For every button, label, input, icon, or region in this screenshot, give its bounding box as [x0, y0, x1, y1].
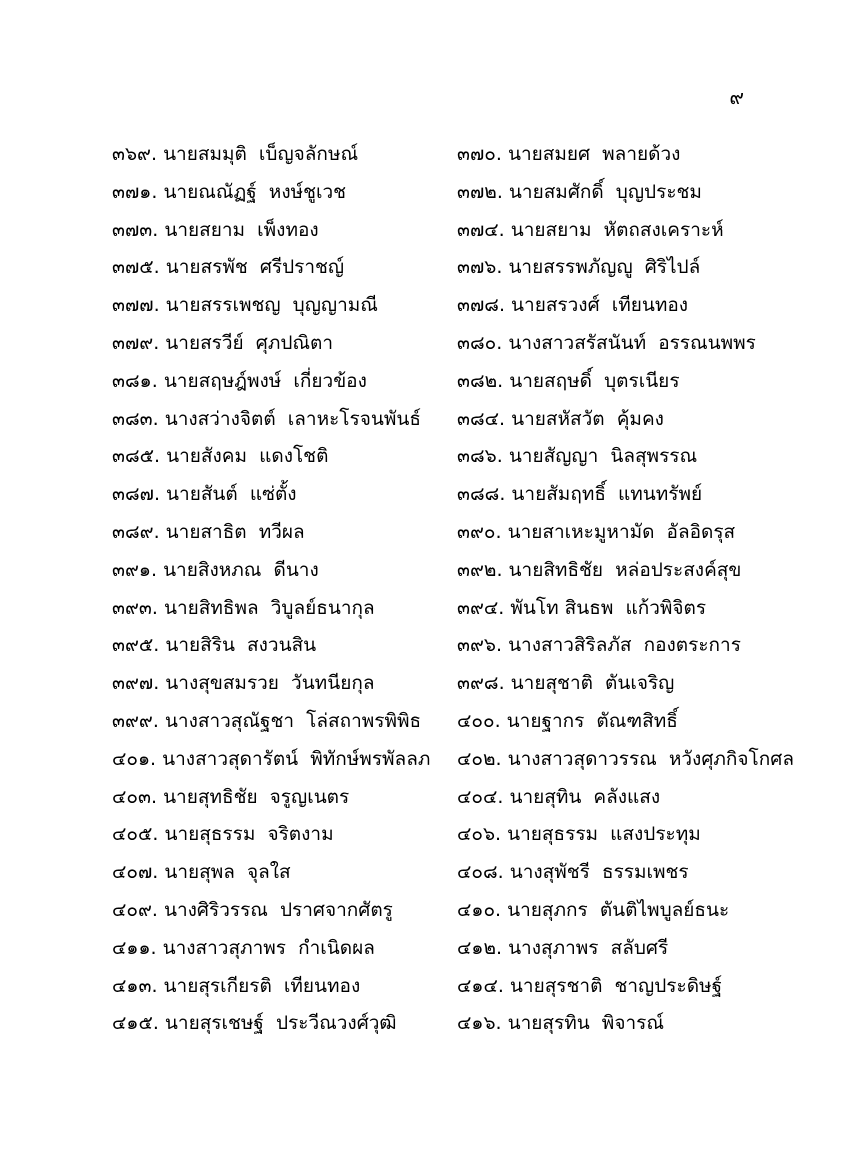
name-entry-left: ๔๑๑. นางสาวสุภาพร กำเนิดผล: [112, 936, 375, 959]
list-item: [0, 212, 846, 250]
entry-number: ๓๘๑: [112, 369, 152, 392]
list-item: [0, 363, 846, 401]
entry-name: นายสุธรรม แสงประทุม: [507, 823, 701, 846]
entry-name: นายสังคม แดงโชติ: [166, 445, 329, 468]
entry-name: นางสุขสมรวย วันทนียกุล: [165, 672, 375, 695]
entry-name: นายสรรเพชญ บุญญามณี: [165, 294, 378, 317]
entry-number: ๓๙๕: [112, 634, 154, 657]
list-item: [0, 590, 846, 628]
entry-name: นางสาวสุภาพร กำเนิดผล: [162, 936, 375, 959]
list-item: [0, 401, 846, 439]
list-item: [0, 779, 846, 817]
name-entry-left: ๓๖๙. นายสมมุติ เบ็ญจลักษณ์: [112, 143, 359, 165]
name-list: [0, 136, 846, 1043]
list-item: [0, 174, 846, 212]
name-entry-right: ๔๐๘. นางสุพัชรี ธรรมเพชร: [457, 861, 689, 884]
entry-number: ๓๘๓: [112, 407, 153, 430]
list-item: [0, 816, 846, 854]
list-item: [0, 249, 846, 287]
entry-name: นายสันต์ แซ่ตั้ง: [166, 483, 297, 506]
name-entry-left: ๓๗๕. นายสรพัช ศรีปราชญ์: [112, 256, 345, 279]
name-entry-left: ๓๙๙. นางสาวสุณัฐชา โล่สถาพรพิพิธ: [112, 709, 422, 732]
entry-name: นายสุภกร ตันติไพบูลย์ธนะ: [507, 898, 730, 921]
list-item: [0, 1005, 846, 1043]
name-entry-right: ๔๑๒. นางสุภาพร สลับศรี: [457, 936, 669, 959]
name-entry-left: ๓๗๙. นายสรวีย์ ศุภปณิตา: [112, 331, 334, 354]
entry-number: ๔๑๐: [457, 898, 496, 921]
entry-name: นายสุธรรม จริตงาม: [164, 823, 334, 846]
entry-name: นายสุรเชษฐ์ ประวีณวงศ์วุฒิ: [164, 1012, 397, 1035]
name-entry-left: ๓๗๑. นายณณัฏฐ์ หงษ์ชูเวช: [112, 180, 347, 203]
entry-number: ๓๙๖: [457, 634, 496, 657]
list-item: [0, 854, 846, 892]
entry-number: ๓๗๘: [457, 294, 499, 317]
name-entry-right: ๓๙๘. นายสุชาติ ตันเจริญ: [457, 672, 675, 695]
entry-name: นางสุภาพร สลับศรี: [508, 936, 669, 959]
entry-number: ๓๗๒: [457, 180, 497, 203]
name-entry-left: ๔๐๕. นายสุธรรม จริตงาม: [112, 823, 334, 846]
list-item: [0, 741, 846, 779]
name-entry-right: ๓๘๔. นายสหัสวัต คุ้มคง: [457, 407, 664, 430]
name-entry-right: ๔๐๐. นายฐากร ตัณฑสิทธิ์: [457, 709, 678, 732]
name-entry-right: ๓๗๐. นายสมยศ พลายด้วง: [457, 143, 681, 165]
entry-number: ๓๖๙: [112, 143, 151, 165]
entry-name: นายสรวงศ์ เทียนทอง: [511, 294, 689, 317]
entry-name: นายสมยศ พลายด้วง: [507, 143, 681, 165]
name-entry-right: ๓๗๖. นายสรรพภัญญู ศิริไปล์: [457, 256, 701, 279]
entry-name: นายสมมุติ เบ็ญจลักษณ์: [163, 143, 359, 165]
name-entry-left: ๓๙๗. นางสุขสมรวย วันทนียกุล: [112, 672, 375, 695]
name-entry-right: ๔๐๔. นายสุทิน คลังแสง: [457, 785, 661, 808]
entry-name: นายสุรทิน พิจารณ์: [507, 1012, 664, 1035]
list-item: [0, 287, 846, 325]
entry-number: ๓๙๑: [112, 558, 151, 581]
entry-number: ๔๐๕: [112, 823, 153, 846]
entry-name: นายสุพล จุลใส: [164, 861, 291, 884]
entry-name: นางสว่างจิตต์ เลาหะโรจนพันธ์: [164, 407, 421, 430]
name-entry-right: ๔๑๔. นายสุรชาติ ชาญประดิษฐ์: [457, 974, 723, 997]
list-item: [0, 968, 846, 1006]
entry-name: นายสยาม หัตถสงเคราะห์: [510, 218, 724, 241]
entry-number: ๓๙๗: [112, 672, 154, 695]
name-entry-left: ๓๙๓. นายสิทธิพล วิบูลย์ธนากุล: [112, 596, 375, 619]
name-entry-right: ๓๘๘. นายสัมฤทธิ์ แทนทรัพย์: [457, 483, 703, 506]
entry-number: ๔๑๑: [112, 936, 151, 959]
name-entry-right: ๓๙๒. นายสิทธิชัย หล่อประสงค์สุข: [457, 558, 742, 581]
name-entry-left: ๓๙๕. นายสิริน สงวนสิน: [112, 634, 317, 657]
entry-name: นายณณัฏฐ์ หงษ์ชูเวช: [163, 180, 347, 203]
name-entry-right: ๓๘๖. นายสัญญา นิลสุพรรณ: [457, 445, 698, 468]
entry-name: นายสุรชาติ ชาญประดิษฐ์: [509, 974, 723, 997]
entry-name: นายสฤษดิ์ บุตรเนียร: [509, 369, 680, 392]
entry-number: ๔๑๔: [457, 974, 498, 997]
entry-number: ๔๐๖: [457, 823, 496, 846]
name-entry-left: ๓๘๕. นายสังคม แดงโชติ: [112, 445, 329, 468]
entry-number: ๔๐๑: [112, 747, 151, 770]
entry-number: ๔๐๓: [112, 785, 151, 808]
entry-number: ๔๑๕: [112, 1012, 153, 1035]
entry-number: ๔๐๔: [457, 785, 498, 808]
entry-name: นายสิทธิชัย หล่อประสงค์สุข: [508, 558, 742, 581]
entry-name: นางสาวสิริลภัส กองตระการ: [508, 634, 741, 657]
list-item: [0, 552, 846, 590]
entry-number: ๓๙๓: [112, 596, 152, 619]
name-entry-left: ๓๘๗. นายสันต์ แซ่ตั้ง: [112, 483, 297, 506]
entry-number: ๓๗๖: [457, 256, 497, 279]
name-entry-left: ๓๙๑. นายสิงหภณ ดีนาง: [112, 558, 319, 581]
list-item: [0, 627, 846, 665]
entry-name: นายสมศักดิ์ บุญประชม: [508, 180, 702, 203]
entry-number: ๔๐๐: [457, 709, 495, 732]
name-entry-right: ๓๗๘. นายสรวงศ์ เทียนทอง: [457, 294, 689, 317]
entry-name: นายสรวีย์ ศุภปณิตา: [165, 331, 334, 354]
entry-name: นายสุรเกียรติ เทียนทอง: [163, 974, 361, 997]
list-item: [0, 703, 846, 741]
entry-number: ๔๐๗: [112, 861, 153, 884]
entry-name: นายสุทธิชัย จรูญเนตร: [163, 785, 350, 808]
entry-number: ๓๘๙: [112, 520, 154, 543]
entry-number: ๔๐๒: [457, 747, 496, 770]
name-entry-left: ๔๑๓. นายสุรเกียรติ เทียนทอง: [112, 974, 361, 997]
name-entry-left: ๓๗๗. นายสรรเพชญ บุญญามณี: [112, 294, 378, 317]
name-entry-right: ๔๐๒. นางสาวสุดาวรรณ หวังศุภกิจโกศล: [457, 747, 794, 770]
name-entry-right: ๔๑๐. นายสุภกร ตันติไพบูลย์ธนะ: [457, 898, 730, 921]
entry-number: ๓๙๔: [457, 596, 499, 619]
name-entry-right: ๔๑๖. นายสุรทิน พิจารณ์: [457, 1012, 664, 1035]
name-entry-left: ๔๑๕. นายสุรเชษฐ์ ประวีณวงศ์วุฒิ: [112, 1012, 397, 1035]
entry-name: นางสาวสุดารัตน์ พิทักษ์พรพัลลภ: [162, 747, 431, 770]
name-entry-left: ๔๐๙. นางศิริวรรณ ปราศจากศัตรู: [112, 898, 393, 921]
entry-name: นายสุทิน คลังแสง: [509, 785, 661, 808]
name-entry-right: ๓๘๒. นายสฤษดิ์ บุตรเนียร: [457, 369, 680, 392]
entry-number: ๓๗๓: [112, 218, 153, 241]
entry-number: ๔๐๙: [112, 898, 152, 921]
entry-name: นายสาธิต ทวีผล: [165, 520, 305, 543]
name-entry-left: ๔๐๑. นางสาวสุดารัตน์ พิทักษ์พรพัลลภ: [112, 747, 431, 770]
entry-number: ๓๘๕: [112, 445, 155, 468]
name-entry-right: ๓๗๔. นายสยาม หัตถสงเคราะห์: [457, 218, 724, 241]
entry-number: ๓๗๑: [112, 180, 152, 203]
list-item: [0, 136, 846, 174]
name-entry-left: ๔๐๓. นายสุทธิชัย จรูญเนตร: [112, 785, 350, 808]
entry-number: ๓๘๖: [457, 445, 497, 468]
name-entry-right: ๔๐๖. นายสุธรรม แสงประทุม: [457, 823, 701, 846]
entry-name: นายสฤษฎ์พงษ์ เกี่ยวข้อง: [163, 369, 367, 392]
entry-number: ๓๗๐: [457, 143, 496, 165]
entry-name: นางสาวสุณัฐชา โล่สถาพรพิพิธ: [164, 709, 422, 732]
entry-number: ๓๙๙: [112, 709, 153, 732]
entry-name: นายสหัสวัต คุ้มคง: [511, 407, 664, 430]
entry-name: นายสัมฤทธิ์ แทนทรัพย์: [511, 483, 703, 506]
name-entry-right: ๓๗๒. นายสมศักดิ์ บุญประชม: [457, 180, 702, 203]
list-item: [0, 514, 846, 552]
list-item: [0, 665, 846, 703]
name-entry-left: ๓๘๙. นายสาธิต ทวีผล: [112, 520, 305, 543]
entry-name: นายสิริน สงวนสิน: [165, 634, 317, 657]
entry-number: ๓๙๘: [457, 672, 499, 695]
entry-name: นายสาเหะมูหามัด อัลอิดรุส: [507, 520, 736, 543]
name-entry-left: ๓๘๑. นายสฤษฎ์พงษ์ เกี่ยวข้อง: [112, 369, 367, 392]
entry-name: นายสรรพภัญญู ศิริไปล์: [508, 256, 701, 279]
entry-number: ๓๙๐: [457, 520, 496, 543]
entry-number: ๔๐๘: [457, 861, 498, 884]
entry-name: นายสุชาติ ตันเจริญ: [510, 672, 675, 695]
entry-name: นายสิงหภณ ดีนาง: [163, 558, 319, 581]
list-item: [0, 930, 846, 968]
entry-name: นางศิริวรรณ ปราศจากศัตรู: [164, 898, 393, 921]
entry-number: ๓๗๕: [112, 256, 154, 279]
entry-name: นายฐากร ตัณฑสิทธิ์: [506, 709, 678, 732]
name-entry-left: ๓๗๓. นายสยาม เพ็งทอง: [112, 218, 319, 241]
entry-number: ๓๘๘: [457, 483, 500, 506]
entry-number: ๓๗๔: [457, 218, 499, 241]
entry-name: นางสาวสุดาวรรณ หวังศุภกิจโกศล: [507, 747, 794, 770]
entry-name: พันโท สินธพ แก้วพิจิตร: [510, 596, 707, 619]
list-item: [0, 325, 846, 363]
name-entry-left: ๔๐๗. นายสุพล จุลใส: [112, 861, 291, 884]
list-item: [0, 892, 846, 930]
list-item: [0, 438, 846, 476]
entry-name: นางสุพัชรี ธรรมเพชร: [509, 861, 689, 884]
name-entry-left: ๓๘๓. นางสว่างจิตต์ เลาหะโรจนพันธ์: [112, 407, 421, 430]
entry-number: ๔๑๒: [457, 936, 496, 959]
entry-number: ๓๘๒: [457, 369, 498, 392]
entry-number: ๓๘๐: [457, 331, 497, 354]
entry-number: ๔๑๖: [457, 1012, 496, 1035]
entry-number: ๓๗๙: [112, 331, 154, 354]
entry-number: ๓๘๗: [112, 483, 154, 506]
list-item: [0, 476, 846, 514]
entry-name: นายสรพัช ศรีปราชญ์: [165, 256, 345, 279]
entry-number: ๓๘๔: [457, 407, 500, 430]
name-entry-right: ๓๙๖. นางสาวสิริลภัส กองตระการ: [457, 634, 741, 657]
page-number: ๙: [729, 85, 744, 109]
name-entry-right: ๓๙๐. นายสาเหะมูหามัด อัลอิดรุส: [457, 520, 736, 543]
entry-name: นางสาวสรัสนันท์ อรรณนพพร: [508, 331, 756, 354]
entry-number: ๓๙๒: [457, 558, 497, 581]
entry-name: นายสยาม เพ็งทอง: [164, 218, 319, 241]
entry-number: ๔๑๓: [112, 974, 152, 997]
entry-number: ๓๗๗: [112, 294, 154, 317]
name-entry-right: ๓๘๐. นางสาวสรัสนันท์ อรรณนพพร: [457, 331, 756, 354]
name-entry-right: ๓๙๔. พันโท สินธพ แก้วพิจิตร: [457, 596, 707, 619]
entry-name: นายสัญญา นิลสุพรรณ: [508, 445, 698, 468]
entry-name: นายสิทธิพล วิบูลย์ธนากุล: [164, 596, 375, 619]
